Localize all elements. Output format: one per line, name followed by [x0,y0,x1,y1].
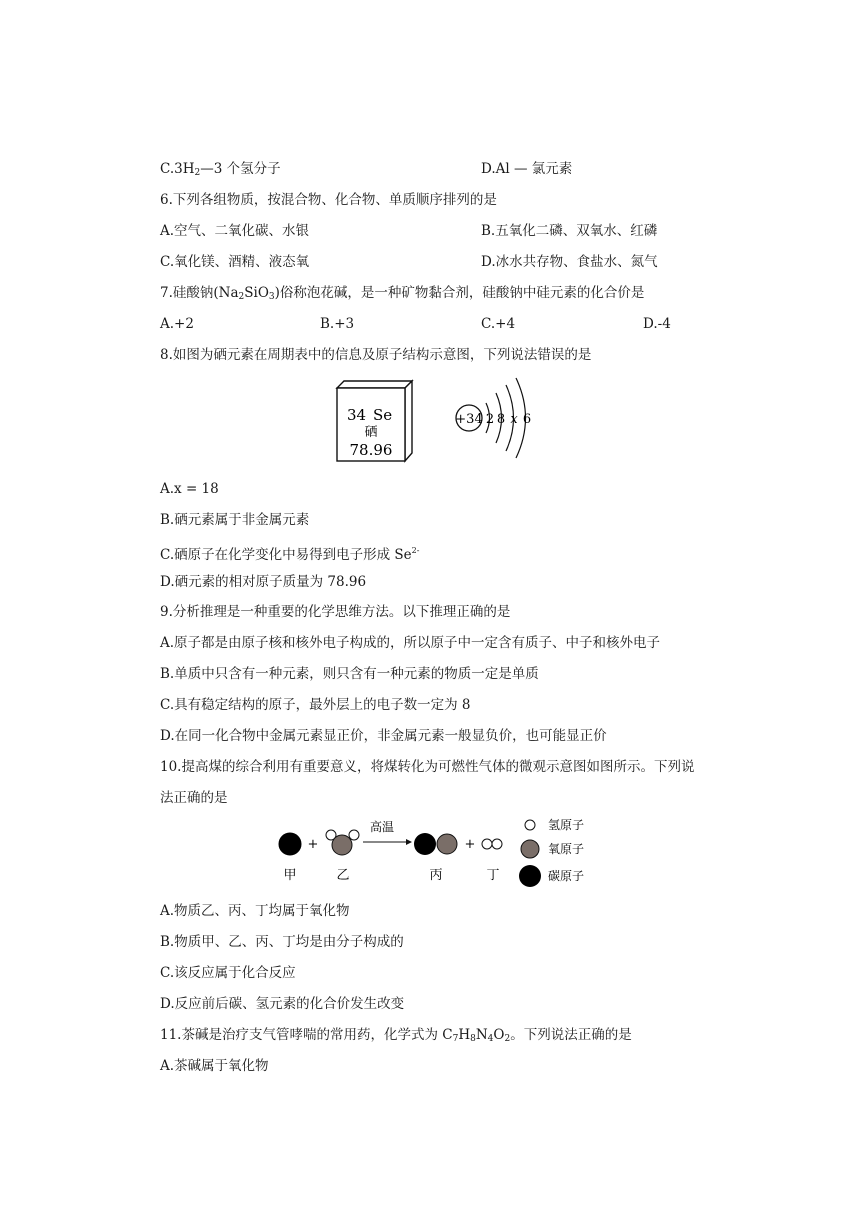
carbon-atom-product [414,833,436,855]
q11-stem: 11.茶碱是治疗支气管哮喘的常用药，化学式为 $C_7H_8N_4O_2$。下列说法正确的是 [160,1027,632,1044]
legend-hydrogen-icon [525,820,535,830]
q9-option-b: B.单质中只含有一种元素，则只含有一种元素的物质一定是单质 [160,666,539,682]
q6-stem: 6.下列各组物质，按混合物、化合物、单质顺序排列的是 [160,192,497,208]
carbon-atom-reactant [279,833,301,855]
q8-option-a: A.x = 18 [160,481,219,497]
q7-option-c: C.+4 [481,316,516,332]
plus-sign-2: + [464,837,476,852]
q10-stem-line2: 法正确的是 [160,790,228,806]
hydrogen-atom-product [482,839,492,849]
shell-electrons-4: 6 [522,412,532,427]
q9-option-c: C.具有稳定结构的原子，最外层上的电子数一定为 8 [160,697,471,713]
q9-option-a: A.原子都是由原子核和核外电子构成的，所以原子中一定含有质子、中子和核外电子 [160,635,661,651]
shell-electrons-1: 2 [485,412,495,427]
legend-oxygen-icon [521,840,539,858]
q9-option-d: D.在同一化合物中金属元素显正价，非金属元素一般显负价，也可能显正价 [160,728,607,744]
q7-option-a: A.+2 [160,316,194,332]
label-jia: 甲 [283,868,297,883]
q6-option-d: D.冰水共存物、食盐水、氮气 [481,254,658,270]
element-symbol: Se [373,406,393,424]
element-cell-figure [330,376,420,466]
hydrogen-atom [349,830,359,840]
arrow-head [406,839,412,845]
q8-option-c: C.硒原子在化学变化中易得到电子形成 $Se^{2-}$ [160,546,420,563]
q8-stem: 8.如图为硒元素在周期表中的信息及原子结构示意图，下列说法错误的是 [160,347,592,363]
hydrogen-atom-product [492,839,502,849]
q9-stem: 9.分析推理是一种重要的化学思维方法。以下推理正确的是 [160,604,511,620]
legend-hydrogen-label: 氢原子 [548,818,585,832]
label-ding: 丁 [486,868,500,883]
q10-option-a: A.物质乙、丙、丁均属于氧化物 [160,903,350,919]
label-bing: 丙 [429,868,443,883]
shell-electrons-2: 8 [496,412,506,427]
atomic-structure-figure [452,376,542,462]
plus-sign-1: + [307,837,319,852]
q11-option-a: A.茶碱属于氧化物 [160,1058,269,1074]
legend-oxygen-label: 氧原子 [548,842,585,856]
q5-option-c: $C.3H_2—3$ 个氢分子 [160,161,281,178]
q6-option-c: C.氧化镁、酒精、液态氧 [160,254,310,270]
q10-stem-line1: 10.提高煤的综合利用有重要意义，将煤转化为可燃性气体的微观示意图如图所示。下列说 [160,759,695,775]
element-number: 34 [347,406,367,424]
shell-electrons-3: x [510,412,518,427]
q8-option-d: D.硒元素的相对原子质量为 78.96 [160,574,367,590]
oxygen-atom [332,835,352,855]
q7-stem: 7.硅酸钠$(Na_2SiO_3)$俗称泡花碱，是一种矿物黏合剂，硅酸钠中硅元素的化合价是 [160,285,645,302]
q6-option-a: A.空气、二氧化碳、水银 [160,223,310,239]
q7-option-d: D.-4 [643,316,671,332]
q6-option-b: B.五氧化二磷、双氧水、红磷 [481,223,658,239]
q5-option-d: D.Al — 氯元素 [481,161,573,177]
arrow-condition: 高温 [369,820,395,834]
oxygen-atom-product [437,834,457,854]
legend-carbon-label: 碳原子 [548,869,585,883]
element-mass: 78.96 [349,441,393,459]
nucleus-charge: +34 [455,412,483,427]
q7-option-b: B.+3 [320,316,355,332]
element-name: 硒 [364,425,378,440]
q10-option-d: D.反应前后碳、氢元素的化合价发生改变 [160,996,405,1012]
q10-option-c: C.该反应属于化合反应 [160,965,296,981]
legend-carbon-icon [519,865,541,887]
q8-option-b: B.硒元素属于非金属元素 [160,512,310,528]
label-yi: 乙 [336,868,350,883]
q10-option-b: B.物质甲、乙、丙、丁均是由分子构成的 [160,934,404,950]
reaction-diagram [270,812,610,892]
